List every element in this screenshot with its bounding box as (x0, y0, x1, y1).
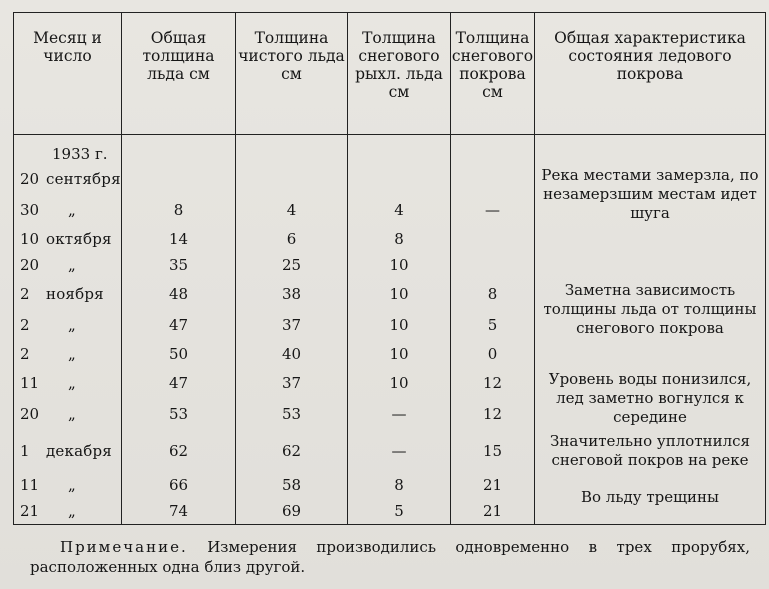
year-label: 1933 г. (14, 135, 122, 164)
table-row: 21 „ 74 69 5 21 (14, 498, 766, 525)
table-row: 1 декабря 62 62 — 15 Значительно уплотнился снеговой покров на реке (14, 430, 766, 472)
table-header-row (14, 13, 766, 135)
description-cell: Заметна зависимость толщины льда от толщины снегового покрова (535, 279, 766, 341)
table-row: 11 „ 66 58 8 21 Во льду трещины (14, 471, 766, 498)
header-date: Месяц и число (14, 13, 122, 135)
footnote-lead: Примечание. (60, 538, 188, 556)
description-cell: Во льду трещины (535, 471, 766, 524)
header-snow-cover: Толщина снегового покрова см (451, 13, 535, 135)
table-row: 2 „ 50 40 10 0 (14, 341, 766, 368)
table-row: 20 „ 53 53 — 12 (14, 399, 766, 430)
header-clear-ice: Толщина чистого льда см (236, 13, 348, 135)
table-row: 20 „ 35 25 10 (14, 252, 766, 279)
header-description: Общая характеристика состояния ледового покрова (535, 13, 766, 135)
table-row: 30 „ 8 4 4 — (14, 195, 766, 226)
header-total-ice: Общая толщина льда см (122, 13, 236, 135)
table-footnote (30, 537, 750, 577)
ice-measurements-table (13, 12, 766, 525)
header-loose-ice: Толщина снегового рыхл. льда см (348, 13, 451, 135)
table-row: 2 ноября 48 38 10 8 Заметна зависимость толщины льда от толщины снегового покрова (14, 279, 766, 310)
table-row: 11 „ 47 37 10 12 Уровень воды понизился, лед заметно вогнулся к середине (14, 368, 766, 399)
table-row: 20 сентября Река местами замерзла, по незамерзшим местам идет шуга (14, 163, 766, 194)
table-row: 2 „ 47 37 10 5 (14, 310, 766, 341)
footnote-text: Измерения производились одновременно в трех прорубях, расположенных одна близ другой. (30, 538, 750, 576)
description-cell: Уровень воды понизился, лед заметно вогнулся к середине (535, 368, 766, 430)
table-row: 10 октября 14 6 8 (14, 226, 766, 253)
year-row (14, 135, 766, 164)
description-cell: Значительно уплотнился снеговой покров на реке (535, 430, 766, 472)
description-cell: Река местами замерзла, по незамерзшим местам идет шуга (535, 163, 766, 225)
